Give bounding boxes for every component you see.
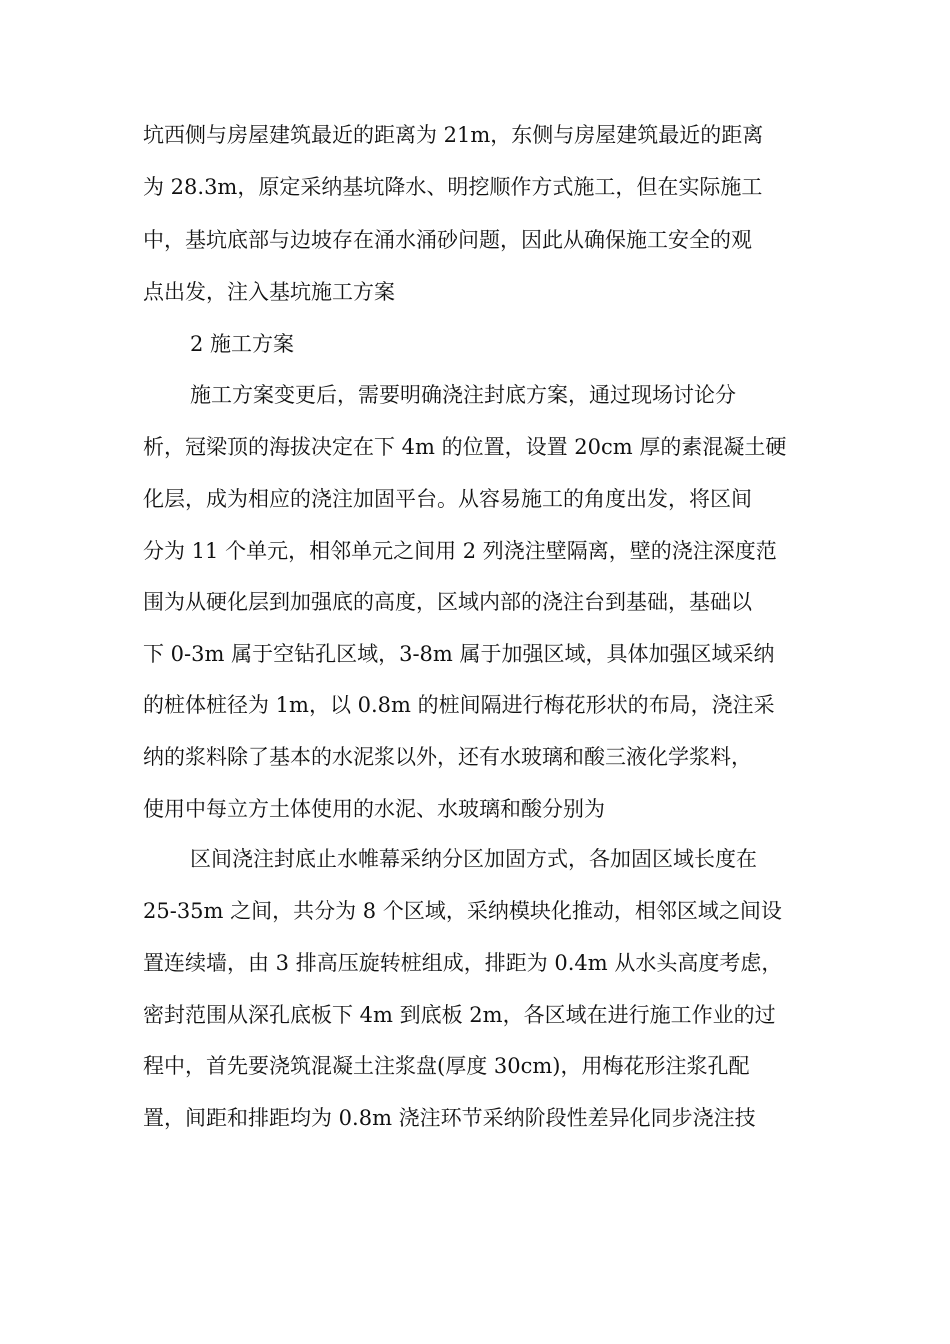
text-line-11: 下 0-3m 属于空钻孔区域，3-8m 属于加强区域，具体加强区域采纳 — [143, 642, 775, 666]
text-line-19: 程中，首先要浇筑混凝土注浆盘(厚度 30cm)，用梅花形注浆孔配 — [143, 1054, 750, 1078]
text-line-2: 为 28.3m，原定采纳基坑降水、明挖顺作方式施工，但在实际施工 — [143, 175, 763, 199]
text-line-20: 置，间距和排距均为 0.8m 浇注环节采纳阶段性差异化同步浇注技 — [143, 1106, 756, 1130]
text-line-6: 施工方案变更后，需要明确浇注封底方案，通过现场讨论分 — [190, 383, 736, 407]
text-line-16: 25-35m 之间，共分为 8 个区域，采纳模块化推动，相邻区域之间设 — [143, 899, 782, 923]
text-line-7: 析，冠梁顶的海拔决定在下 4m 的位置，设置 20cm 厚的素混凝土硬 — [143, 435, 787, 459]
text-line-10: 围为从硬化层到加强底的高度，区域内部的浇注台到基础，基础以 — [143, 590, 752, 614]
text-line-8: 化层，成为相应的浇注加固平台。从容易施工的角度出发，将区间 — [143, 487, 752, 511]
text-line-9: 分为 11 个单元，相邻单元之间用 2 列浇注壁隔离，壁的浇注深度范 — [143, 539, 777, 563]
text-line-14: 使用中每立方土体使用的水泥、水玻璃和酸分别为 — [143, 797, 605, 821]
text-line-4: 点出发，注入基坑施工方案 — [143, 280, 395, 304]
text-line-17: 置连续墙，由 3 排高压旋转桩组成，排距为 0.4m 从水头高度考虑， — [143, 951, 783, 975]
text-line-3: 中，基坑底部与边坡存在涌水涌砂问题，因此从确保施工安全的观 — [143, 228, 752, 252]
text-line-18: 密封范围从深孔底板下 4m 到底板 2m，各区域在进行施工作业的过 — [143, 1003, 776, 1027]
text-line-15: 区间浇注封底止水帷幕采纳分区加固方式，各加固区域长度在 — [190, 847, 757, 871]
text-line-1: 坑西侧与房屋建筑最近的距离为 21m，东侧与房屋建筑最近的距离 — [143, 123, 764, 147]
text-line-13: 纳的浆料除了基本的水泥浆以外，还有水玻璃和酸三液化学浆料， — [143, 745, 752, 769]
text-line-12: 的桩体桩径为 1m，以 0.8m 的桩间隔进行梅花形状的布局，浇注采 — [143, 693, 775, 717]
section-heading: 2 施工方案 — [190, 332, 295, 356]
